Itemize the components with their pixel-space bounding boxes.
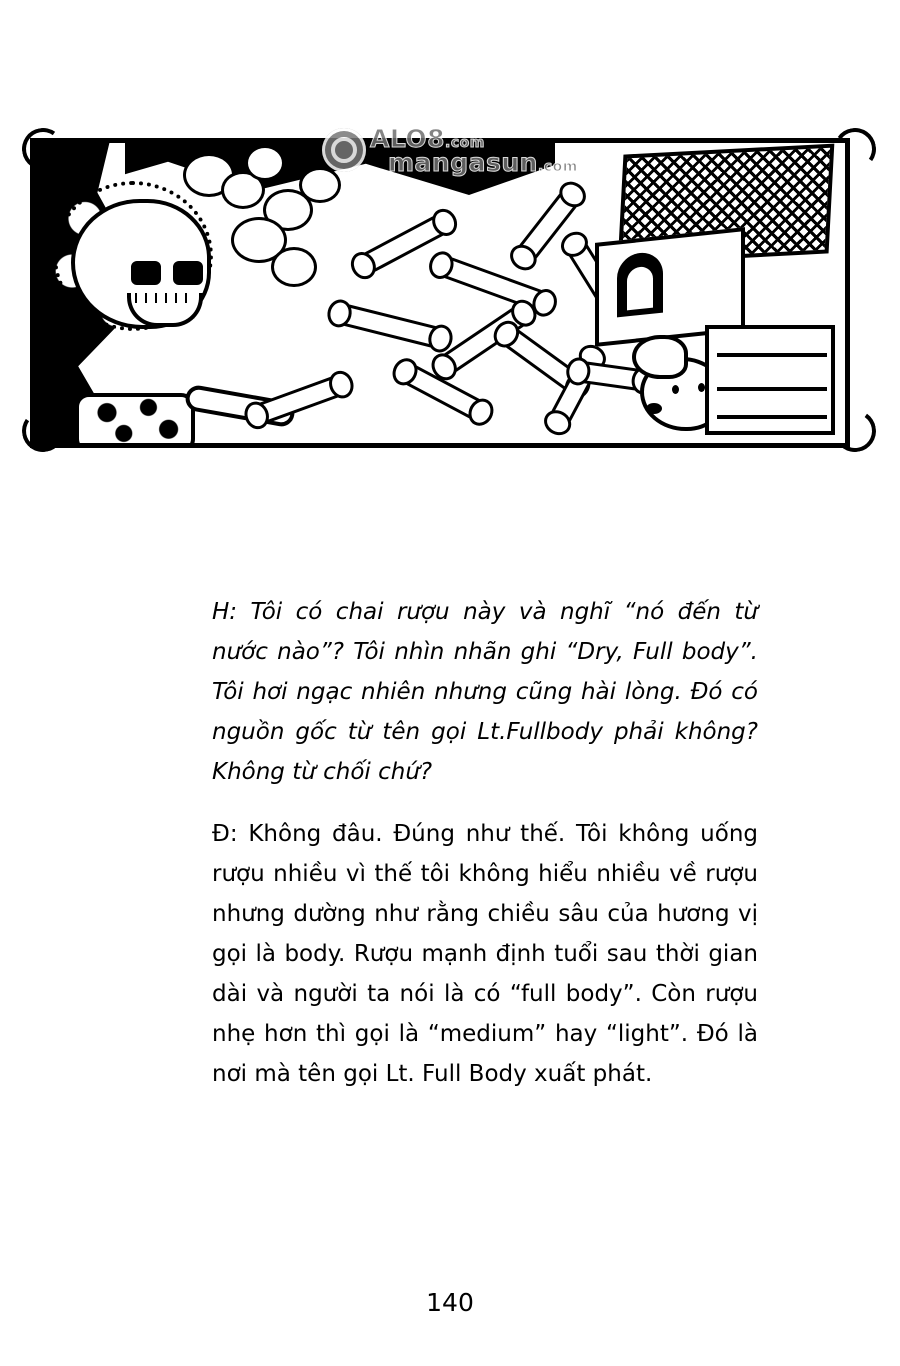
interview-text-block [212, 592, 758, 1116]
bone-prop [250, 373, 348, 427]
dog-nose [646, 403, 662, 414]
page-number: 140 [426, 1288, 474, 1317]
sunglasses-lens-right [173, 261, 203, 285]
sunglasses-icon [131, 261, 203, 287]
comic-panel [22, 110, 878, 460]
watermark-line-2-suffix: .com [537, 159, 578, 175]
watermark-line-1-text: ALO8 [370, 124, 446, 153]
smoke-puff [245, 145, 285, 181]
dog-ear [632, 335, 688, 379]
question-paragraph: H: Tôi có chai rượu này và nghĩ “nó đến từ nước nào”? Tôi nhìn nhãn ghi “Dry, Full body”. Tôi hơi ngạc nhiên nhưng cũng hài lòng. Đó có nguồn gốc từ tên gọi Lt.Fullbody phải không? Không từ chối chứ? [212, 599, 758, 785]
answer-paragraph: Đ: Không đâu. Đúng như thế. Tôi không uống rượu nhiều vì thế tôi không hiểu nhiều về rượu nhưng dường như rằng chiều sâu của hương vị gọi là body. Rượu mạnh định tuổi sau thời gian dài và người ta nói là có “full body”. Còn rượu nhẹ hơn thì gọi là “medium” hay “light”. Đó là nơi mà tên gọi Lt. Full Body xuất phát. [212, 821, 758, 1087]
background-clutter-shelf [705, 325, 835, 435]
bone-prop [334, 302, 446, 350]
smoke-puff [299, 167, 341, 203]
dog-eye [672, 385, 679, 394]
smoke-puff [271, 247, 317, 287]
sunglasses-lens-left [131, 261, 161, 285]
panel-artwork [35, 143, 845, 443]
patterned-shorts [75, 393, 195, 443]
dog-house-door [617, 251, 663, 318]
panel-frame [30, 138, 850, 448]
watermark-line-1-suffix: .com [445, 135, 485, 151]
dog-eye [698, 383, 705, 392]
watermark-line-2-text: mangasun [388, 148, 538, 177]
dog-house [581, 149, 831, 339]
